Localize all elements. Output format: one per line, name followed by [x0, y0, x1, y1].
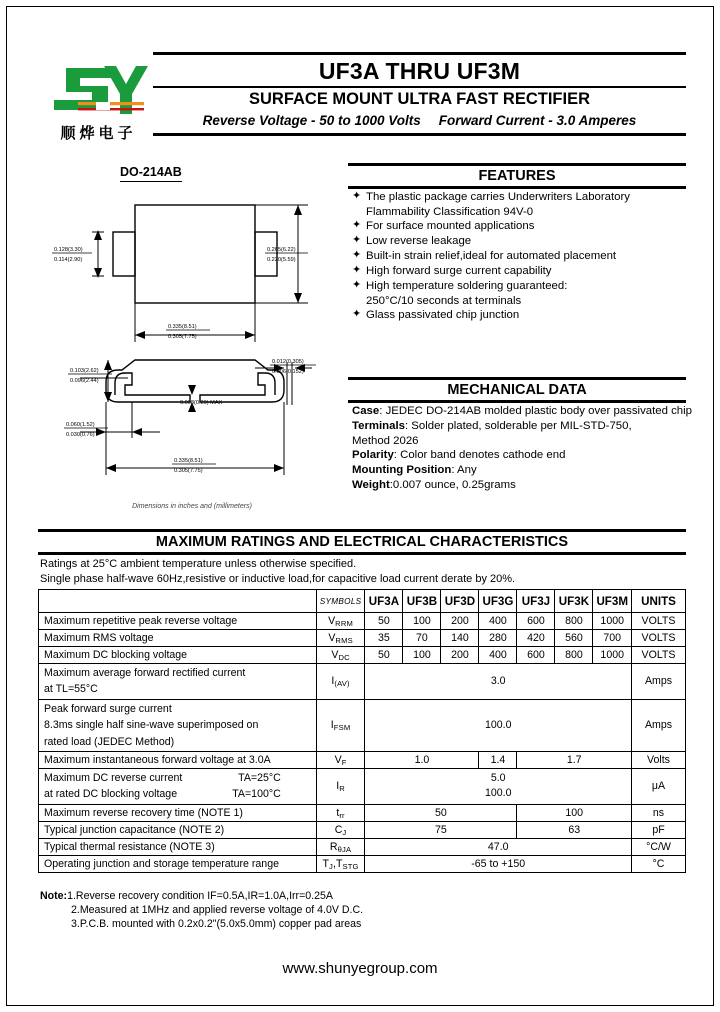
- mech-weight-value: :0.007 ounce, 0.25grams: [389, 479, 516, 492]
- row-desc-ir-line2: at rated DC blocking voltage: [44, 788, 178, 801]
- dim-side-gap: 0.008(0.20) MAX: [180, 400, 223, 406]
- table-row-cj: [39, 821, 686, 838]
- cell-vrrm-uf3b: 100: [403, 613, 441, 630]
- row-desc-ir-line1: Maximum DC reverse current: [44, 772, 183, 785]
- row-desc-vrrm: Maximum repetitive peak reverse voltage: [39, 613, 317, 630]
- row-unit-vf: Volts: [632, 752, 686, 769]
- row-unit-ifsm: Amps: [632, 699, 686, 751]
- notes-label: Note:: [40, 890, 68, 902]
- cell-vrrm-uf3a: 50: [365, 613, 403, 630]
- row-desc-vrms: Maximum RMS voltage: [39, 630, 317, 647]
- notes-block: [40, 889, 640, 932]
- feature-text: High forward surge current capability: [366, 264, 552, 277]
- cell-vdc-uf3k: 800: [555, 647, 593, 664]
- row-unit-ir: μA: [632, 769, 686, 805]
- row-symbol-cj: CJ: [316, 821, 365, 838]
- table-row-vrrm: [39, 613, 686, 630]
- cell-vrms-uf3d: 140: [441, 630, 479, 647]
- ratings-heading: MAXIMUM RATINGS AND ELECTRICAL CHARACTERISTICS: [38, 529, 686, 555]
- mech-mounting-label: Mounting Position: [352, 464, 452, 477]
- cell-vf-low: 1.0: [365, 752, 479, 769]
- mech-mounting: [352, 463, 712, 478]
- row-desc-iav-line2: at TL=55°C: [44, 683, 98, 696]
- row-desc-rthja: Typical thermal resistance (NOTE 3): [39, 838, 317, 855]
- page-title: UF3A THRU UF3M: [318, 58, 521, 84]
- row-symbol-vrms: VRMS: [316, 630, 365, 647]
- bullet-icon: ✦: [352, 234, 362, 247]
- table-row-ifsm: [39, 699, 686, 751]
- feature-item: [352, 264, 704, 278]
- table-header-row: [39, 590, 686, 613]
- dim-side-length-lower: 0.305(7.75): [174, 468, 203, 474]
- dim-side-standoff-lower: 0.096(2.44): [70, 378, 99, 384]
- page-specs: [153, 111, 686, 132]
- mech-terminals-value: : Solder plated, solderable per MIL-STD-750,: [404, 419, 632, 432]
- package-name: DO-214AB: [120, 165, 182, 182]
- cell-vrrm-uf3k: 800: [555, 613, 593, 630]
- row-desc-ifsm: [39, 699, 317, 751]
- feature-text: Low reverse leakage: [366, 235, 472, 248]
- cell-vrms-uf3k: 560: [555, 630, 593, 647]
- cell-vrrm-uf3m: 1000: [593, 613, 632, 630]
- note-line-3: 3.P.C.B. mounted with 0.2x0.2"(5.0x5.0mm) copper pad areas: [71, 918, 362, 931]
- feature-item: [352, 279, 704, 308]
- mech-terminals: [352, 419, 712, 434]
- bullet-icon: ✦: [352, 248, 362, 261]
- mech-polarity-label: Polarity: [352, 449, 394, 462]
- cell-trr-high: 100: [517, 804, 632, 821]
- spec-reverse-voltage: Reverse Voltage - 50 to 1000 Volts: [202, 113, 421, 129]
- dim-side-standoff-upper: 0.103(2.62): [70, 368, 99, 374]
- header-part-uf3j: UF3J: [517, 590, 555, 613]
- row-unit-cj: pF: [632, 821, 686, 838]
- row-desc-ifsm-line1: Peak forward surge current: [44, 702, 172, 715]
- page-header: [38, 52, 686, 156]
- cell-vf-high: 1.7: [517, 752, 632, 769]
- cell-vdc-uf3m: 1000: [593, 647, 632, 664]
- feature-item: [352, 219, 704, 233]
- bullet-icon: ✦: [352, 219, 362, 232]
- feature-text: For surface mounted applications: [366, 220, 535, 233]
- bullet-icon: ✦: [352, 190, 362, 202]
- feature-text-cont: Flammability Classification 94V-0: [366, 205, 534, 218]
- features-heading: FEATURES: [348, 163, 686, 189]
- header-part-uf3g: UF3G: [479, 590, 517, 613]
- footer-url[interactable]: www.shunyegroup.com: [282, 960, 438, 977]
- cell-tjtstg-value: -65 to +150: [365, 855, 632, 872]
- cell-vrrm-uf3g: 400: [479, 613, 517, 630]
- row-desc-vdc: Maximum DC blocking voltage: [39, 647, 317, 664]
- dimension-caption: Dimensions in inches and (millimeters): [132, 503, 252, 510]
- mechanical-data-list: [352, 404, 712, 493]
- row-desc-iav: [39, 664, 317, 700]
- cell-vdc-uf3a: 50: [365, 647, 403, 664]
- header-blank: [39, 590, 317, 613]
- note-line-2: 2.Measured at 1MHz and applied reverse voltage of 4.0V D.C.: [71, 904, 364, 917]
- features-list: [352, 190, 704, 323]
- spec-forward-current: Forward Current - 3.0 Amperes: [438, 113, 637, 129]
- cell-ifsm-value: 100.0: [365, 699, 632, 751]
- row-desc-ifsm-line2: 8.3ms single half sine-wave superimposed on: [44, 719, 259, 732]
- bullet-icon: ✦: [352, 307, 362, 320]
- cell-iav-value: 3.0: [365, 664, 632, 700]
- mech-polarity-value: : Color band denotes cathode end: [393, 449, 566, 462]
- cell-vrms-uf3g: 280: [479, 630, 517, 647]
- bullet-icon: ✦: [352, 263, 362, 276]
- cell-vrms-uf3m: 700: [593, 630, 632, 647]
- cell-vf-mid: 1.4: [479, 752, 517, 769]
- row-unit-rthja: °C/W: [632, 838, 686, 855]
- cell-ir-values: [365, 769, 632, 805]
- table-row-vdc: [39, 647, 686, 664]
- row-desc-trr: Maximum reverse recovery time (NOTE 1): [39, 804, 317, 821]
- row-desc-iav-line1: Maximum average forward rectified current: [44, 667, 246, 679]
- feature-text: Glass passivated chip junction: [366, 308, 520, 321]
- feature-text: The plastic package carries Underwriters Laboratory: [366, 191, 630, 203]
- row-symbol-vrrm: VRRM: [316, 613, 365, 630]
- row-unit-trr: ns: [632, 804, 686, 821]
- cell-vdc-uf3d: 200: [441, 647, 479, 664]
- mech-weight-label: Weight: [352, 479, 390, 492]
- mechanical-heading: MECHANICAL DATA: [348, 377, 686, 403]
- row-symbol-ifsm: IFSM: [316, 699, 365, 751]
- row-symbol-tjtstg: TJ,TSTG: [316, 855, 365, 872]
- note-1-text: 1.Reverse recovery condition IF=0.5A,IR=1.0A,Irr=0.25A: [67, 890, 333, 902]
- condition-line-1: Ratings at 25°C ambient temperature unless otherwise specified.: [40, 558, 357, 570]
- mech-terminals-cont: Method 2026: [352, 434, 419, 447]
- header-part-uf3k: UF3K: [555, 590, 593, 613]
- cell-ir-25c: 5.0: [490, 772, 506, 785]
- row-unit-vrrm: VOLTS: [632, 613, 686, 630]
- dim-side-length-upper: 0.335(8.51): [174, 458, 203, 464]
- feature-item: [352, 249, 704, 263]
- dim-side-thick-upper: 0.012(0.305): [272, 359, 304, 365]
- row-symbol-rthja: RθJA: [316, 838, 365, 855]
- feature-item: [352, 234, 704, 248]
- package-drawing: [40, 190, 340, 525]
- header-title-block: [153, 52, 686, 136]
- table-row-trr: [39, 804, 686, 821]
- ratings-conditions: [40, 557, 690, 586]
- cell-vrms-uf3j: 420: [517, 630, 555, 647]
- dim-side-foot-lower: 0.030(0.76): [66, 432, 95, 438]
- cell-vrrm-uf3d: 200: [441, 613, 479, 630]
- header-part-uf3d: UF3D: [441, 590, 479, 613]
- row-symbol-trr: trr: [316, 804, 365, 821]
- header-part-uf3b: UF3B: [403, 590, 441, 613]
- cell-trr-low: 50: [365, 804, 517, 821]
- table-row-vrms: [39, 630, 686, 647]
- dim-top-left-lower: 0.114(2.90): [54, 257, 83, 263]
- cell-vdc-uf3j: 600: [517, 647, 555, 664]
- feature-text-cont: 250°C/10 seconds at terminals: [366, 294, 522, 307]
- header-part-uf3a: UF3A: [365, 590, 403, 613]
- company-logo: [46, 58, 151, 154]
- row-symbol-ir: IR: [316, 769, 365, 805]
- dim-top-bottom-upper: 0.335(8.51): [168, 324, 197, 330]
- page-subtitle: SURFACE MOUNT ULTRA FAST RECTIFIER: [249, 90, 590, 109]
- row-symbol-vdc: VDC: [316, 647, 365, 664]
- feature-item: [352, 190, 704, 219]
- cell-vdc-uf3g: 400: [479, 647, 517, 664]
- cell-vdc-uf3b: 100: [403, 647, 441, 664]
- table-row-iav: [39, 664, 686, 700]
- mech-polarity: [352, 448, 712, 463]
- header-rule-bottom: [153, 133, 686, 136]
- row-desc-ir: [39, 769, 317, 805]
- mech-case-label: Case: [352, 405, 380, 417]
- dim-side-foot-upper: 0.060(1.52): [66, 422, 95, 428]
- row-unit-vdc: VOLTS: [632, 647, 686, 664]
- note-line-1: [40, 889, 640, 903]
- row-symbol-vf: VF: [316, 752, 365, 769]
- feature-text: High temperature soldering guaranteed:: [366, 279, 568, 292]
- row-desc-ifsm-line3: rated load (JEDEC Method): [44, 735, 175, 748]
- row-symbol-iav: I(AV): [316, 664, 365, 700]
- header-part-uf3m: UF3M: [593, 590, 632, 613]
- header-symbols: SYMBOLS: [316, 590, 365, 613]
- company-name-cn: 顺烨电子: [60, 124, 137, 142]
- dim-top-left-upper: 0.128(3.30): [54, 247, 83, 253]
- dim-top-bottom-lower: 0.305(7.75): [168, 334, 197, 340]
- mech-weight: [352, 478, 712, 493]
- row-unit-iav: Amps: [632, 664, 686, 700]
- mech-case-value: : JEDEC DO-214AB molded plastic body over passivated chip: [379, 405, 692, 417]
- table-row-vf: [39, 752, 686, 769]
- feature-item: [352, 308, 704, 322]
- bullet-icon: ✦: [352, 278, 362, 291]
- table-row-ir: [39, 769, 686, 805]
- table-row-tjtstg: [39, 855, 686, 872]
- dim-top-right-upper: 0.265(6.22): [267, 247, 296, 253]
- dim-top-right-lower: 0.220(5.59): [267, 257, 296, 263]
- cell-vrms-uf3a: 35: [365, 630, 403, 647]
- row-desc-cj: Typical junction capacitance (NOTE 2): [39, 821, 317, 838]
- mech-terminals-label: Terminals: [352, 419, 405, 432]
- cell-vrms-uf3b: 70: [403, 630, 441, 647]
- cell-ir-100c: 100.0: [484, 787, 512, 800]
- mech-mounting-value: : Any: [451, 464, 477, 477]
- ratings-table: [38, 589, 686, 873]
- row-desc-tjtstg: Operating junction and storage temperature range: [39, 855, 317, 872]
- row-unit-vrms: VOLTS: [632, 630, 686, 647]
- header-units: UNITS: [632, 590, 686, 613]
- mech-case: [352, 404, 712, 419]
- row-cond-ir-2: TA=100°C: [232, 788, 281, 801]
- cell-vrrm-uf3j: 600: [517, 613, 555, 630]
- table-row-rthja: [39, 838, 686, 855]
- cell-rthja-value: 47.0: [365, 838, 632, 855]
- row-unit-tjtstg: °C: [632, 855, 686, 872]
- package-outline-drawing: [40, 190, 340, 525]
- row-cond-ir-1: TA=25°C: [238, 772, 281, 785]
- cell-cj-low: 75: [365, 821, 517, 838]
- row-desc-vf: Maximum instantaneous forward voltage at 3.0A: [39, 752, 317, 769]
- condition-line-2: Single phase half-wave 60Hz,resistive or inductive load,for capacitive load current derate by 20%.: [40, 572, 516, 585]
- dim-side-thick-lower: 0.006(0.152): [272, 369, 304, 375]
- cell-cj-high: 63: [517, 821, 632, 838]
- feature-text: Built-in strain relief,ideal for automated placement: [366, 249, 617, 262]
- sy-logo-icon: [46, 58, 151, 124]
